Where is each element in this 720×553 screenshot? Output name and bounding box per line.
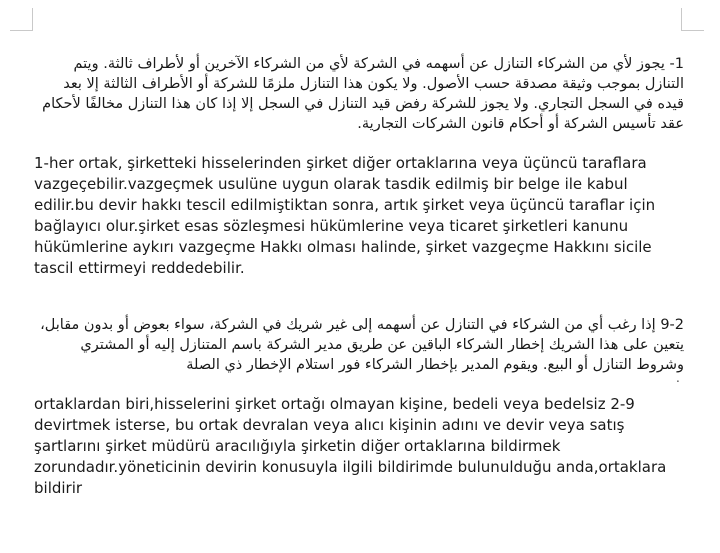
- turkish-paragraph-article-9-2: ortaklardan biri,hisselerini şirket ortağı olmayan kişine, bedeli veya bedelsiz 2-9 devirtmek isterse, bu ortak devralan veya alıcı kişinin adını ve devir veya satış şartlarını şirket müdürü aracılığıyla şirketin diğer ortaklarına bildirmek zorundadır.yöneticinin devirin konusuyla ilgili bildirimde bulunulduğu anda,ortaklara bildirir: [34, 395, 667, 497]
- stray-dot: .: [676, 371, 680, 385]
- turkish-paragraph-article-1: 1-her ortak, şirketteki hisselerinden şirket diğer ortaklarına veya üçüncü taraflara vazgeçebilir.vazgeçmek usulüne uygun olarak tasdik edilmiş bir belge ile kabul edilir.bu devir hakkı tescil edilmiştiktan sonra, artık şirket veya üçüncü taraflar için bağlayıcı olur.şirket esas sözleşmesi hükümlerine veya ticaret şirketleri kanunu hükümlerine aykırı vazgeçme Hakkı olması halinde, şirket vazgeçme Hakkını sicile tascil ettirmeyi reddedebilir.: [34, 154, 656, 277]
- arabic-paragraph-article-9-2: 9-2 إذا رغب أي من الشركاء في التنازل عن أسهمه إلى غير شريك في الشركة، سواء بعوض أو بدون مقابل، يتعين على هذا الشريك إخطار الشركاء الباقين عن طريق مدير الشركة باسم المتنازل إليه أو المشتري وشروط التنازل أو البيع. ويقوم المدير بإخطار الشركاء فور استلام الإخطار ذي الصلة: [40, 317, 684, 373]
- arabic-paragraph-article-1: 1- يجوز لأي من الشركاء التنازل عن أسهمه في الشركة لأي من الشركاء الآخرين أو لأطراف ثالثة. ويتم التنازل بموجب وثيقة مصدقة حسب الأصول. ولا يكون هذا التنازل ملزمًا للشركة أو الأطراف الثالثة إلا بعد قيده في السجل التجاري. ولا يجوز للشركة رفض قيد التنازل في السجل إلا إذا كان هذا التنازل مخالفًا لأحكام عقد تأسيس الشركة أو أحكام قانون الشركات التجارية.: [42, 56, 684, 132]
